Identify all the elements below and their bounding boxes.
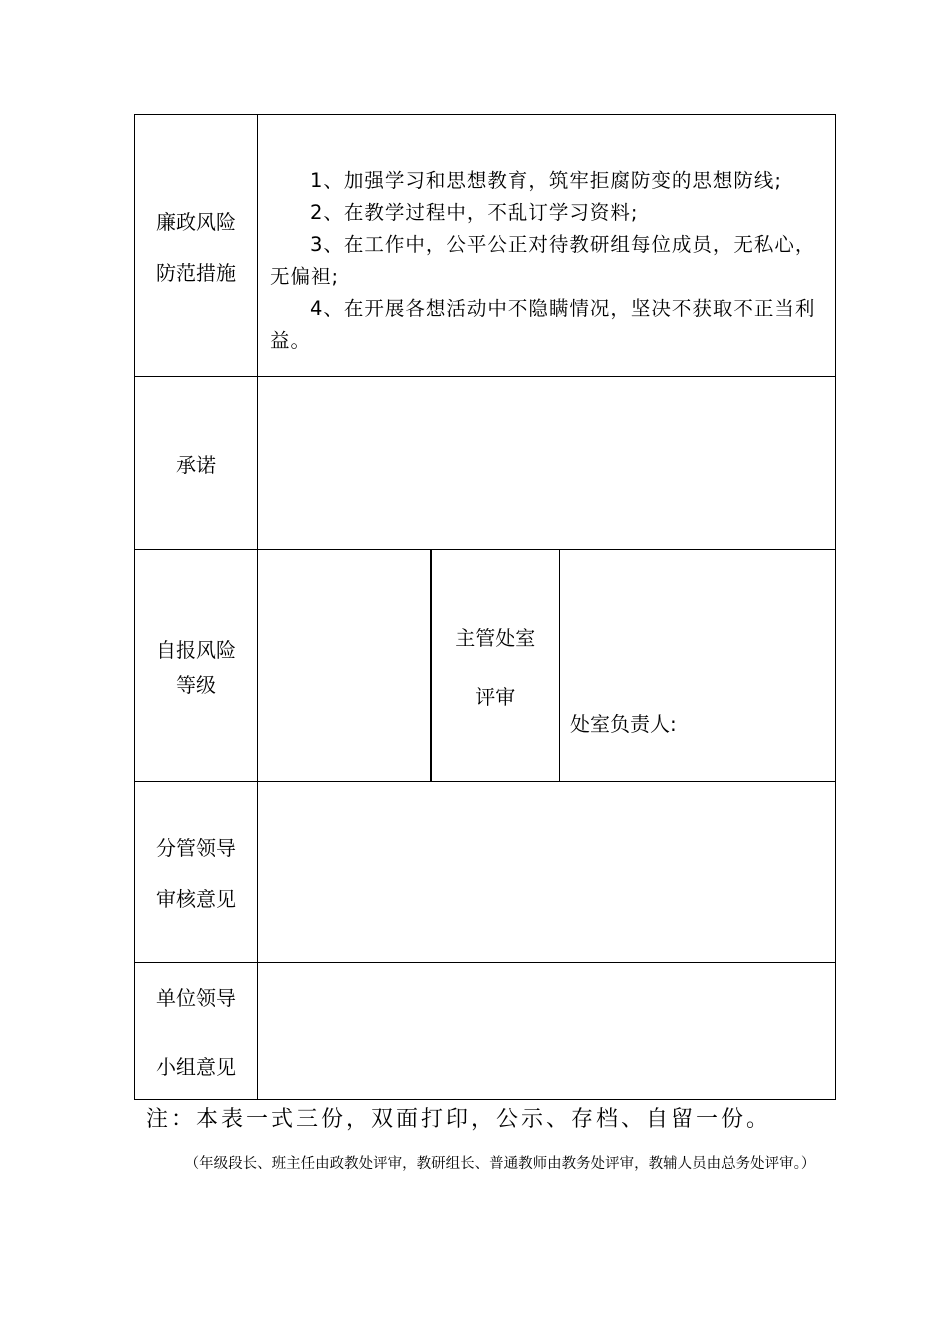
measure-item-3: 3、在工作中，公平公正对待教研组每位成员，无私心，无偏袒; (270, 232, 816, 288)
leader-review-label-line1: 分管领导 (156, 836, 236, 860)
leader-review-label-line2: 审核意见 (156, 887, 236, 911)
risk-measures-label-line1: 廉政风险 (156, 209, 236, 234)
department-review-label-line2: 评审 (475, 684, 516, 709)
leader-review-label (135, 782, 258, 963)
risk-measures-label-line2: 防范措施 (156, 260, 236, 285)
leader-review-field[interactable] (258, 782, 836, 963)
risk-measures-label (135, 115, 258, 377)
department-review-label-line1: 主管处室 (455, 625, 536, 650)
risk-measures-content (258, 115, 836, 377)
measure-item-1: 1、加强学习和思想教育，筑牢拒腐防变的思想防线; (310, 168, 782, 192)
risk-measures-row (135, 115, 836, 377)
footnote-main: 注：本表一式三份，双面打印，公示、存档、自留一份。 (146, 1107, 772, 1132)
risk-prevention-form-table (134, 114, 836, 1100)
department-head-label: 处室负责人: (570, 712, 677, 736)
promise-field[interactable] (258, 377, 836, 550)
promise-row (135, 377, 836, 550)
measure-item-2: 2、在教学过程中，不乱订学习资料; (310, 200, 639, 224)
department-review-field[interactable] (560, 550, 836, 782)
unit-opinion-field[interactable] (258, 963, 836, 1100)
department-review-label (431, 550, 560, 782)
self-risk-label-line2: 等级 (176, 672, 216, 697)
promise-label: 承诺 (135, 377, 258, 550)
unit-opinion-label-line1: 单位领导 (156, 986, 236, 1010)
unit-opinion-row (135, 963, 836, 1100)
footnote-sub: （年级段长、班主任由政教处评审，教研组长、普通教师由教务处评审，教辅人员由总务处评审。） (184, 1156, 816, 1172)
self-risk-label (135, 550, 258, 782)
self-risk-level-field[interactable] (258, 550, 431, 782)
leader-review-row (135, 782, 836, 963)
unit-opinion-label (135, 963, 258, 1100)
measure-item-4: 4、在开展各想活动中不隐瞒情况，坚决不获取不正当利益。 (270, 296, 816, 352)
self-risk-label-line1: 自报风险 (156, 637, 236, 662)
unit-opinion-label-line2: 小组意见 (156, 1055, 236, 1079)
self-risk-row (135, 550, 836, 782)
